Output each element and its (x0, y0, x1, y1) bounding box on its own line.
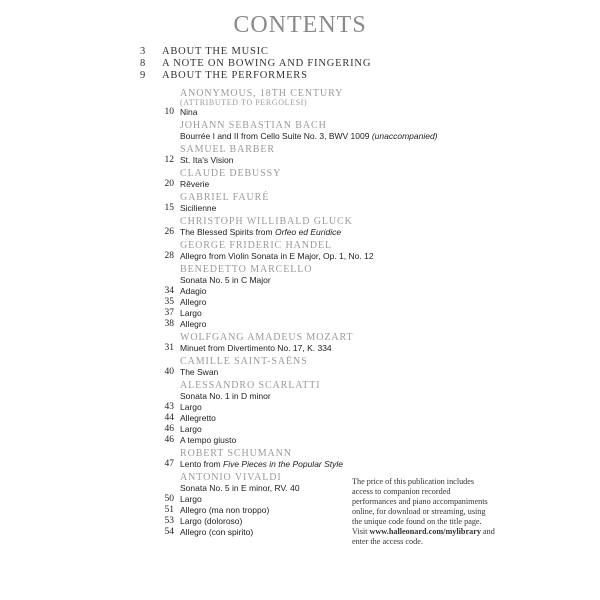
intro-text: ABOUT THE PERFORMERS (162, 70, 308, 81)
composer-name-text: ROBERT SCHUMANN (180, 448, 292, 459)
composer-name (140, 380, 370, 391)
piece-title: Largo (180, 424, 202, 434)
composer-group (140, 472, 370, 538)
composer-name (140, 144, 370, 155)
page-number: 51 (164, 505, 174, 515)
page-number: 47 (164, 459, 174, 469)
note-line: online, for download or streaming, using (352, 507, 486, 516)
toc-entry[interactable] (140, 308, 370, 319)
note-visit: Visit (352, 527, 370, 536)
composer-group (140, 168, 370, 190)
composer-name (140, 356, 370, 367)
composer-name-text: CHRISTOPH WILLIBALD GLUCK (180, 216, 353, 227)
composer-name-text: CLAUDE DEBUSSY (180, 168, 282, 179)
piece-title: Allegro (180, 297, 207, 307)
page-number: 12 (164, 155, 174, 165)
toc-entry[interactable] (140, 459, 370, 470)
composer-group (140, 240, 374, 262)
page-number: 34 (164, 286, 174, 296)
note-after-url: and (480, 527, 495, 536)
page-number: 50 (164, 494, 174, 504)
page-number: 26 (164, 227, 174, 237)
toc-entry[interactable] (140, 402, 370, 413)
piece-title: Sicilienne (180, 203, 217, 213)
page-number: 43 (164, 402, 174, 412)
composer-name (140, 216, 370, 227)
composer-group (140, 88, 370, 118)
page-number: 28 (164, 251, 174, 261)
composer-name-text: JOHANN SEBASTIAN BACH (180, 120, 327, 131)
piece-title: A tempo giusto (180, 435, 237, 445)
composer-group (140, 380, 370, 446)
piece-title: St. Ita's Vision (180, 155, 234, 165)
composer-name-text: WOLFGANG AMADEUS MOZART (180, 332, 354, 343)
intro-page: 9 (140, 70, 146, 81)
composer-group (140, 448, 370, 470)
intro-text: ABOUT THE MUSIC (162, 46, 269, 57)
toc-entry[interactable] (140, 435, 370, 446)
composer-name (140, 264, 370, 275)
composer-group (140, 332, 370, 354)
toc-entry[interactable] (140, 107, 370, 118)
composer-name-text: GEORGE FRIDERIC HANDEL (180, 240, 333, 251)
intro-page: 3 (140, 46, 146, 57)
piece-title: Nina (180, 107, 198, 117)
piece-title: Rêverie (180, 179, 210, 189)
piece-title: Sonata No. 5 in E minor, RV. 40 (180, 483, 300, 493)
piece-title: Allegro (180, 319, 207, 329)
toc-entry[interactable] (140, 155, 370, 166)
toc-entry[interactable] (140, 391, 370, 402)
toc-entry[interactable] (140, 227, 370, 238)
piece-title-italic: Five Pieces in the Popular Style (223, 459, 344, 469)
note-line: performances and piano accompaniments (352, 497, 488, 506)
composer-name-text: ALESSANDRO SCARLATTI (180, 380, 321, 391)
piece-title: Largo (180, 308, 202, 318)
page-number: 54 (164, 527, 174, 537)
toc-entry[interactable] (140, 179, 370, 190)
piece-title: Allegro from Violin Sonata in E Major, Op. 1, No. 12 (180, 251, 374, 261)
intro-page: 8 (140, 58, 146, 69)
note-line: enter the access code. (352, 537, 423, 546)
note-line: the unique code found on the title page. (352, 517, 482, 526)
intro-text: A NOTE ON BOWING AND FINGERING (162, 58, 372, 69)
composer-group (140, 356, 370, 378)
intro-list (140, 46, 371, 82)
composer-attribution: (ATTRIBUTED TO PERGOLESI) (180, 98, 308, 107)
toc-entry[interactable] (140, 494, 370, 505)
composer-name (140, 448, 370, 459)
piece-title: The Blessed Spirits from (180, 227, 275, 237)
page-number: 37 (164, 308, 174, 318)
toc-entry[interactable] (140, 424, 370, 435)
page-number: 31 (164, 343, 174, 353)
composer-name-text: ANONYMOUS, 18TH CENTURY (180, 88, 344, 99)
composer-name-text: SAMUEL BARBER (180, 144, 275, 155)
piece-title: Adagio (180, 286, 207, 296)
piece-title: Allegretto (180, 413, 216, 423)
composer-group (140, 192, 370, 214)
toc-entry[interactable] (140, 203, 370, 214)
composer-name (140, 472, 370, 483)
toc-entry[interactable] (140, 527, 370, 538)
page-number: 35 (164, 297, 174, 307)
composer-name-text: BENEDETTO MARCELLO (180, 264, 313, 275)
composer-name-text: ANTONIO VIVALDI (180, 472, 282, 483)
piece-title-italic: (unaccompanied) (371, 131, 438, 141)
page-title: CONTENTS (233, 12, 367, 38)
toc-entry[interactable] (140, 516, 370, 527)
composer-name (140, 120, 370, 131)
toc-entry[interactable] (140, 131, 438, 142)
note-line: The price of this publication includes (352, 477, 475, 486)
toc-entry[interactable] (140, 251, 374, 262)
piece-title: Largo (180, 402, 202, 412)
toc-entry[interactable] (140, 505, 370, 516)
piece-title: Sonata No. 1 in D minor (180, 391, 271, 401)
toc-entry[interactable] (140, 367, 370, 378)
composer-name (140, 240, 370, 251)
toc-entry[interactable] (140, 275, 370, 286)
composer-group (140, 120, 438, 142)
piece-title: The Swan (180, 367, 219, 377)
piece-title: Lento from (180, 459, 223, 469)
piece-title: Sonata No. 5 in C Major (180, 275, 271, 285)
intro-item (140, 70, 371, 82)
toc-entry[interactable] (140, 413, 370, 424)
toc-entry[interactable] (140, 319, 370, 330)
composer-name (140, 192, 370, 203)
composer-name (140, 332, 370, 343)
page-number: 15 (164, 203, 174, 213)
page-number: 46 (164, 435, 174, 445)
page-number: 10 (164, 107, 174, 117)
note-line (352, 527, 517, 537)
toc-entry[interactable] (140, 483, 370, 494)
composer-group (140, 264, 370, 330)
intro-item (140, 46, 371, 58)
piece-title: Minuet from Divertimento No. 17, K. 334 (180, 343, 332, 353)
composer-name (140, 88, 370, 107)
composer-name-text: GABRIEL FAURÉ (180, 192, 270, 203)
piece-title: Allegro (ma non troppo) (180, 505, 270, 515)
piece-title: Largo (doloroso) (180, 516, 243, 526)
library-link[interactable]: www.halleonard.com/mylibrary (369, 527, 481, 536)
piece-title: Allegro (con spirito) (180, 527, 254, 537)
page-number: 20 (164, 179, 174, 189)
piece-title: Bourrée I and II from Cello Suite No. 3, BWV 1009 (180, 131, 372, 141)
intro-item (140, 58, 371, 70)
composer-name (140, 168, 370, 179)
access-note (352, 477, 517, 547)
composer-group (140, 216, 370, 238)
note-line: access to companion recorded (352, 487, 451, 496)
toc-entry[interactable] (140, 343, 370, 354)
page-number: 44 (164, 413, 174, 423)
page-number: 53 (164, 516, 174, 526)
page-number: 38 (164, 319, 174, 329)
page-number: 46 (164, 424, 174, 434)
composer-name-text: CAMILLE SAINT-SAËNS (180, 356, 308, 367)
piece-title-italic: Orfeo ed Euridice (274, 227, 342, 237)
piece-title: Largo (180, 494, 202, 504)
page-number: 40 (164, 367, 174, 377)
toc-entry[interactable] (140, 297, 370, 308)
composer-group (140, 144, 370, 166)
toc-entry[interactable] (140, 286, 370, 297)
